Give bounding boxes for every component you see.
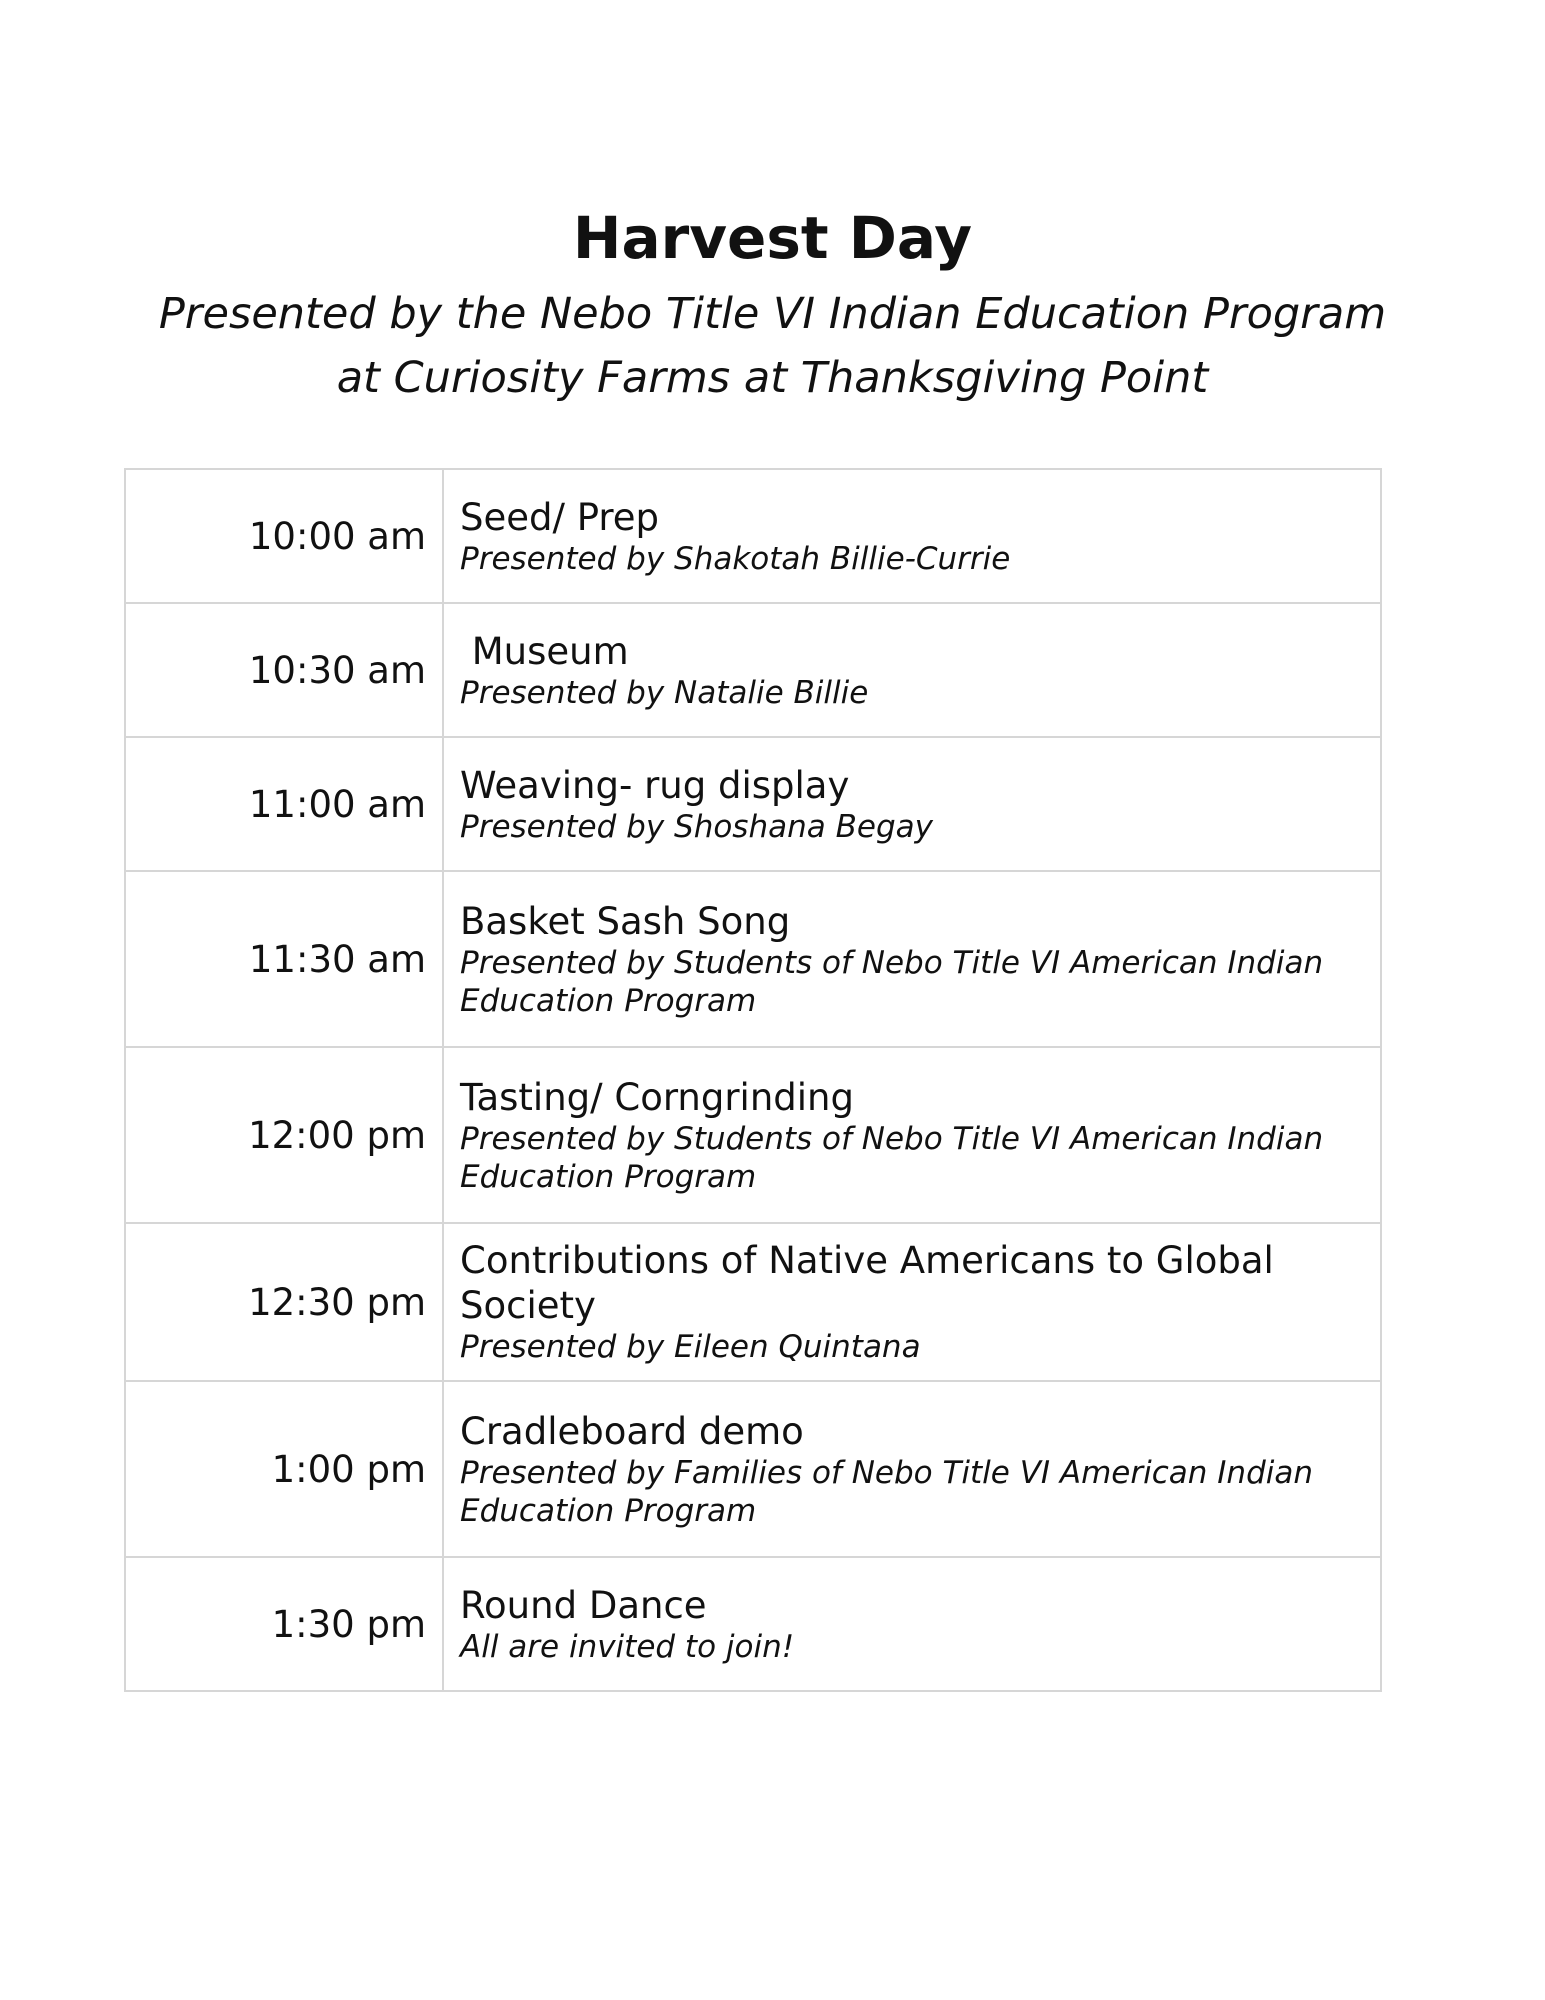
schedule-row xyxy=(125,737,1381,871)
event-cell xyxy=(443,1557,1381,1691)
page-title: Harvest Day xyxy=(572,204,973,272)
time-cell: 1:00 pm xyxy=(125,1381,443,1557)
event-cell xyxy=(443,1223,1381,1381)
event-title: Weaving- rug display xyxy=(460,763,850,807)
schedule-row xyxy=(125,1557,1381,1691)
time-cell: 12:00 pm xyxy=(125,1047,443,1223)
schedule-row xyxy=(125,1381,1381,1557)
schedule-row xyxy=(125,469,1381,603)
event-cell xyxy=(443,603,1381,737)
event-cell xyxy=(443,469,1381,603)
event-title: Cradleboard demo xyxy=(460,1409,804,1453)
event-cell xyxy=(443,871,1381,1047)
event-cell xyxy=(443,1381,1381,1557)
subtitle-line-1: Presented by the Nebo Title VI Indian Education Program xyxy=(158,289,1387,339)
schedule-table xyxy=(124,468,1382,1692)
event-title: Basket Sash Song xyxy=(460,899,791,943)
event-title: Seed/ Prep xyxy=(460,495,660,539)
event-presenter: Presented by Natalie Billie xyxy=(460,674,869,711)
event-cell xyxy=(443,1047,1381,1223)
event-title: Round Dance xyxy=(460,1583,707,1627)
schedule-row xyxy=(125,1047,1381,1223)
time-cell: 11:30 am xyxy=(125,871,443,1047)
page-subtitle xyxy=(0,282,1545,410)
event-cell xyxy=(443,737,1381,871)
event-presenter: All are invited to join! xyxy=(460,1628,795,1665)
time-cell: 10:00 am xyxy=(125,469,443,603)
event-presenter: Presented by Families of Nebo Title VI American Indian Education Program xyxy=(460,1454,1313,1529)
subtitle-line-2: at Curiosity Farms at Thanksgiving Point xyxy=(336,353,1209,403)
event-presenter: Presented by Students of Nebo Title VI American Indian Education Program xyxy=(460,1120,1324,1195)
time-cell: 12:30 pm xyxy=(125,1223,443,1381)
schedule-row xyxy=(125,603,1381,737)
event-title: Tasting/ Corngrinding xyxy=(460,1075,854,1119)
time-cell: 1:30 pm xyxy=(125,1557,443,1691)
time-cell: 10:30 am xyxy=(125,603,443,737)
event-presenter: Presented by Shoshana Begay xyxy=(460,808,933,845)
schedule-row xyxy=(125,1223,1381,1381)
event-presenter: Presented by Shakotah Billie-Currie xyxy=(460,540,1011,577)
event-title: Contributions of Native Americans to Global Society xyxy=(460,1239,1274,1327)
event-presenter: Presented by Eileen Quintana xyxy=(460,1329,921,1365)
schedule-row xyxy=(125,871,1381,1047)
event-title: Museum xyxy=(460,629,629,673)
time-cell: 11:00 am xyxy=(125,737,443,871)
event-presenter: Presented by Students of Nebo Title VI American Indian Education Program xyxy=(460,944,1324,1019)
